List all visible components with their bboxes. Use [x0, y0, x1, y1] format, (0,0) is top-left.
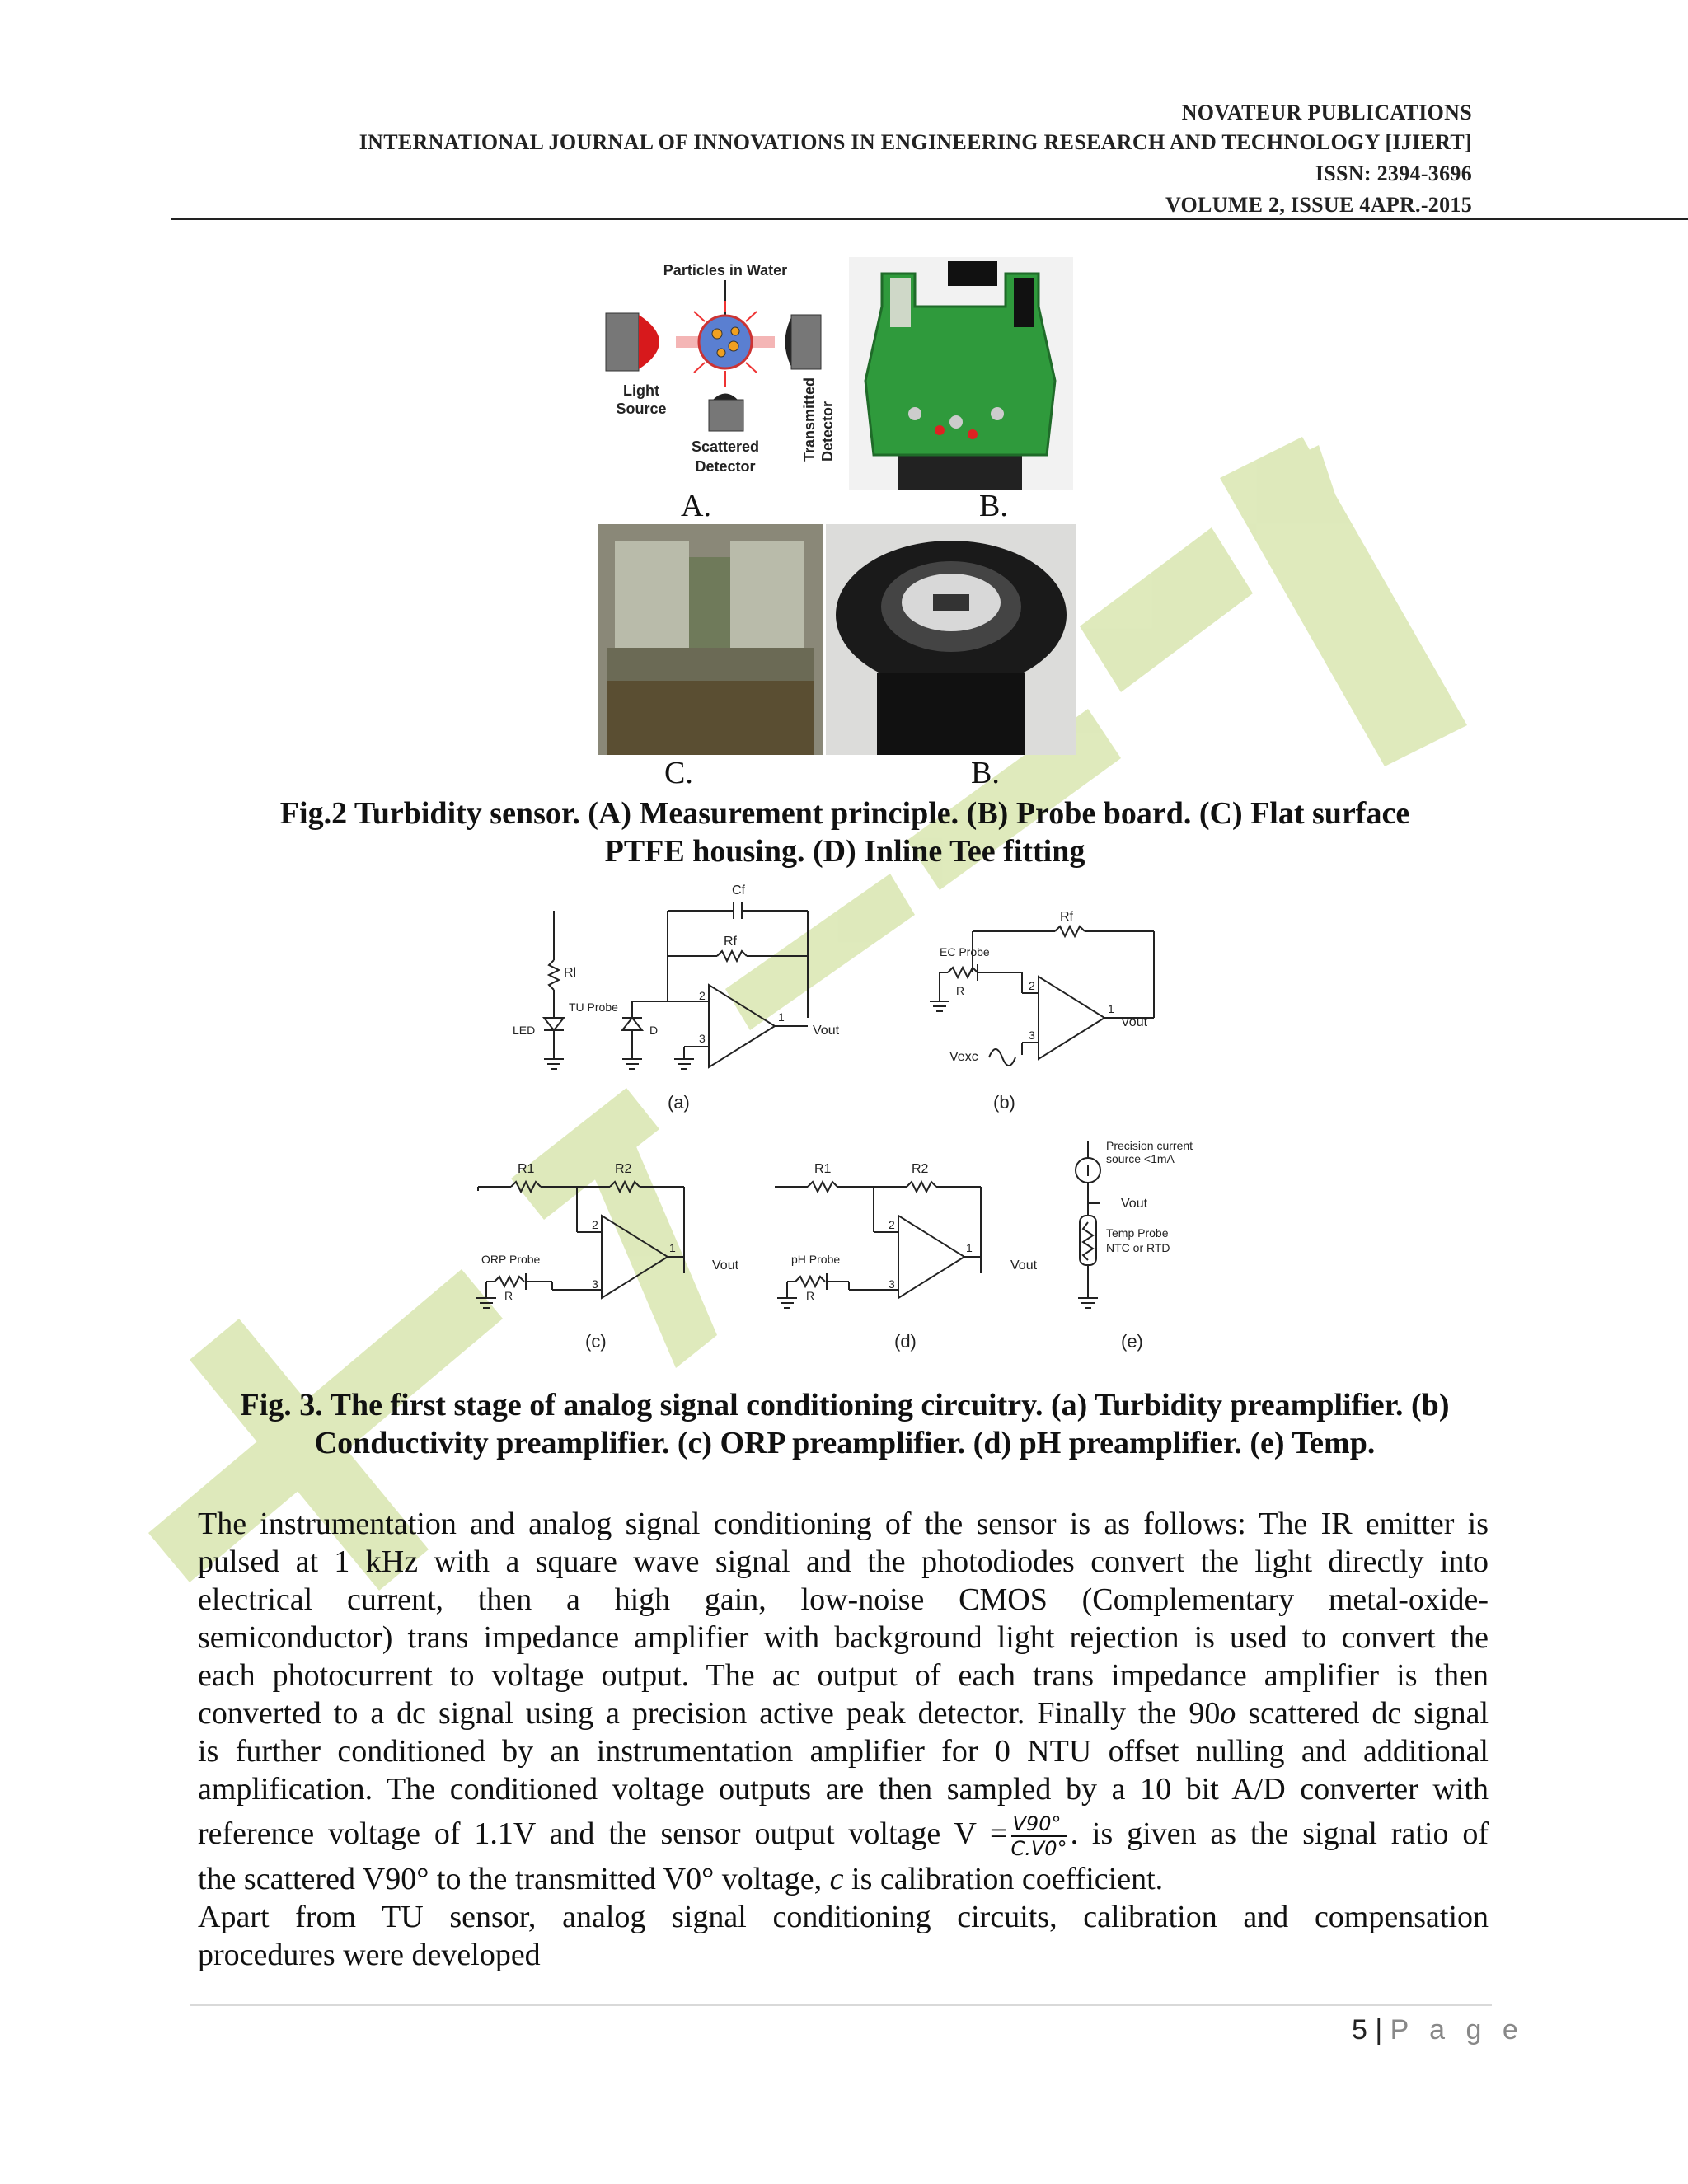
fig3b-label: (b) [993, 1092, 1015, 1113]
scattered-label-2: Detector [695, 458, 756, 475]
fig3a-pin1: 1 [778, 1010, 785, 1024]
fig3c-pin2: 2 [592, 1218, 598, 1231]
fig3d-vout: Vout [1010, 1258, 1038, 1272]
fig3d-r-label: R [806, 1289, 815, 1302]
light-source-label-1: Light [623, 382, 659, 399]
fig3e-probe-label-2: NTC or RTD [1106, 1241, 1170, 1254]
fig3b-vout: Vout [1121, 1015, 1148, 1029]
fig3-caption-line1: Fig. 3. The first stage of analog signal conditioning circuitry. (a) Turbidity preamplifier. (b) [240, 1388, 1450, 1422]
header-publisher: NOVATEUR PUBLICATIONS [1181, 101, 1472, 124]
fig2-caption [148, 794, 1541, 870]
fig3b-r-label: R [956, 984, 965, 997]
body-line: semiconductor) trans impedance amplifier with background light rejection is used to convert the [198, 1620, 1489, 1655]
light-source-label-2: Source [616, 401, 667, 417]
fig3c-r2-label: R2 [615, 1162, 632, 1176]
scattered-label-1: Scattered [691, 438, 760, 455]
fig3a-d-label: D [649, 1024, 659, 1037]
body-line: pulsed at 1 kHz with a square wave signal and the photodiodes convert the light directly into [198, 1544, 1489, 1579]
body-line: amplification. The conditioned voltage outputs are then sampled by a 10 bit A/D converter with [198, 1772, 1489, 1807]
fig3d-pin1: 1 [966, 1241, 973, 1254]
fig3-caption-line2: Conductivity preamplifier. (c) ORP preamplifier. (d) pH preamplifier. (e) Temp. [314, 1426, 1376, 1460]
fig3d-r1-label: R1 [814, 1162, 832, 1176]
fig3d-probe-label: pH Probe [791, 1253, 841, 1266]
fig3a-rl-label: Rl [564, 966, 577, 980]
fig3c-pin1: 1 [669, 1241, 676, 1254]
header-volume: VOLUME 2, ISSUE 4APR.-2015 [1165, 193, 1472, 217]
measurement-principle-diagram [602, 255, 849, 486]
fig3b-pin3: 3 [1029, 1029, 1035, 1042]
fig2-label-d: B. [971, 756, 1000, 790]
fig2-label-b: B. [979, 489, 1008, 523]
fig3e-label: (e) [1121, 1331, 1143, 1352]
fig3a-pin2: 2 [699, 989, 706, 1002]
ratio-fraction: $\frac{V90^\circ}{C.V0^\circ}$ [1010, 1812, 1067, 1861]
header-issn: ISSN: 2394-3696 [1315, 162, 1472, 185]
fig3d-r2-label: R2 [912, 1162, 929, 1176]
fig3a-cf-label: Cf [732, 883, 745, 898]
body-line-formula: reference voltage of 1.1V and the sensor output voltage V = $\frac{V90^\circ}{C.V0^\circ}$ . is given as the signal ratio of [198, 1812, 1489, 1861]
fig3a-rf-label: Rf [724, 935, 737, 949]
fig3a-label: (a) [668, 1092, 690, 1113]
fig3a-tu-probe-label: TU Probe [569, 1001, 618, 1014]
fig3d-pin2: 2 [889, 1218, 895, 1231]
body-line: electrical current, then a high gain, low-noise CMOS (Complementary metal-oxide- [198, 1582, 1489, 1617]
fig3e-probe-label-1: Temp Probe [1106, 1226, 1169, 1240]
signal-conditioning-circuits [462, 869, 1236, 1356]
inline-tee-photo [826, 524, 1076, 755]
fig3-caption [148, 1386, 1541, 1462]
header-rule [171, 218, 1688, 220]
particles-label: Particles in Water [663, 262, 788, 279]
body-line: The instrumentation and analog signal conditioning of the sensor is as follows: The IR emitter is [198, 1507, 1489, 1541]
fig3c-label: (c) [585, 1331, 607, 1352]
body-line: Apart from TU sensor, analog signal conditioning circuits, calibration and compensation [198, 1900, 1489, 1935]
body-line: is further conditioned by an instrumentation amplifier for 0 NTU offset nulling and additional [198, 1734, 1489, 1769]
probe-board-photo [849, 257, 1073, 490]
footer-rule [190, 2004, 1492, 2006]
fig2-caption-line2: PTFE housing. (D) Inline Tee fitting [604, 834, 1085, 869]
fig2-caption-line1: Fig.2 Turbidity sensor. (A) Measurement principle. (B) Probe board. (C) Flat surface [279, 796, 1410, 831]
fig3e-source-label-2: source <1mA [1106, 1152, 1175, 1165]
fig3c-r-label: R [504, 1289, 513, 1302]
fig3a-vout: Vout [813, 1024, 840, 1038]
fig3b-rf-label: Rf [1060, 910, 1073, 924]
page-number: 5 | P a g e [1352, 2014, 1525, 2046]
fig3b-pin1: 1 [1108, 1002, 1114, 1015]
fig3d-pin3: 3 [889, 1277, 895, 1291]
fig3e-source-label-1: Precision current [1106, 1139, 1193, 1152]
header-journal: INTERNATIONAL JOURNAL OF INNOVATIONS IN ENGINEERING RESEARCH AND TECHNOLOGY [IJIERT] [359, 130, 1472, 154]
fig3a-led-label: LED [513, 1024, 536, 1037]
fig3b-pin2: 2 [1029, 979, 1035, 992]
transmitted-label-2: Detector [819, 401, 836, 462]
fig2-label-c: C. [664, 756, 693, 790]
fig3b-vexc-label: Vexc [950, 1050, 978, 1064]
fig3c-vout: Vout [712, 1258, 739, 1272]
transmitted-label-1: Transmitted [801, 377, 818, 462]
body-paragraph [198, 1505, 1489, 1974]
fig3d-label: (d) [894, 1331, 917, 1352]
fig3a-pin3: 3 [699, 1032, 706, 1045]
fig3c-r1-label: R1 [518, 1162, 535, 1176]
fig3b-ec-probe-label: EC Probe [940, 945, 990, 958]
fig3c-pin3: 3 [592, 1277, 598, 1291]
ptfe-housing-photo [598, 524, 823, 755]
fig3e-vout: Vout [1121, 1197, 1148, 1211]
body-line-6: converted to a dc signal using a precision active peak detector. Finally the 90o scattered dc signal [198, 1696, 1489, 1731]
body-line-10: the scattered V90° to the transmitted V0° voltage, c is calibration coefficient. [198, 1862, 1164, 1897]
body-line: procedures were developed [198, 1938, 541, 1973]
fig3c-probe-label: ORP Probe [481, 1253, 541, 1266]
body-line: each photocurrent to voltage output. The ac output of each trans impedance amplifier is then [198, 1658, 1489, 1693]
fig2-label-a: A. [681, 489, 711, 523]
